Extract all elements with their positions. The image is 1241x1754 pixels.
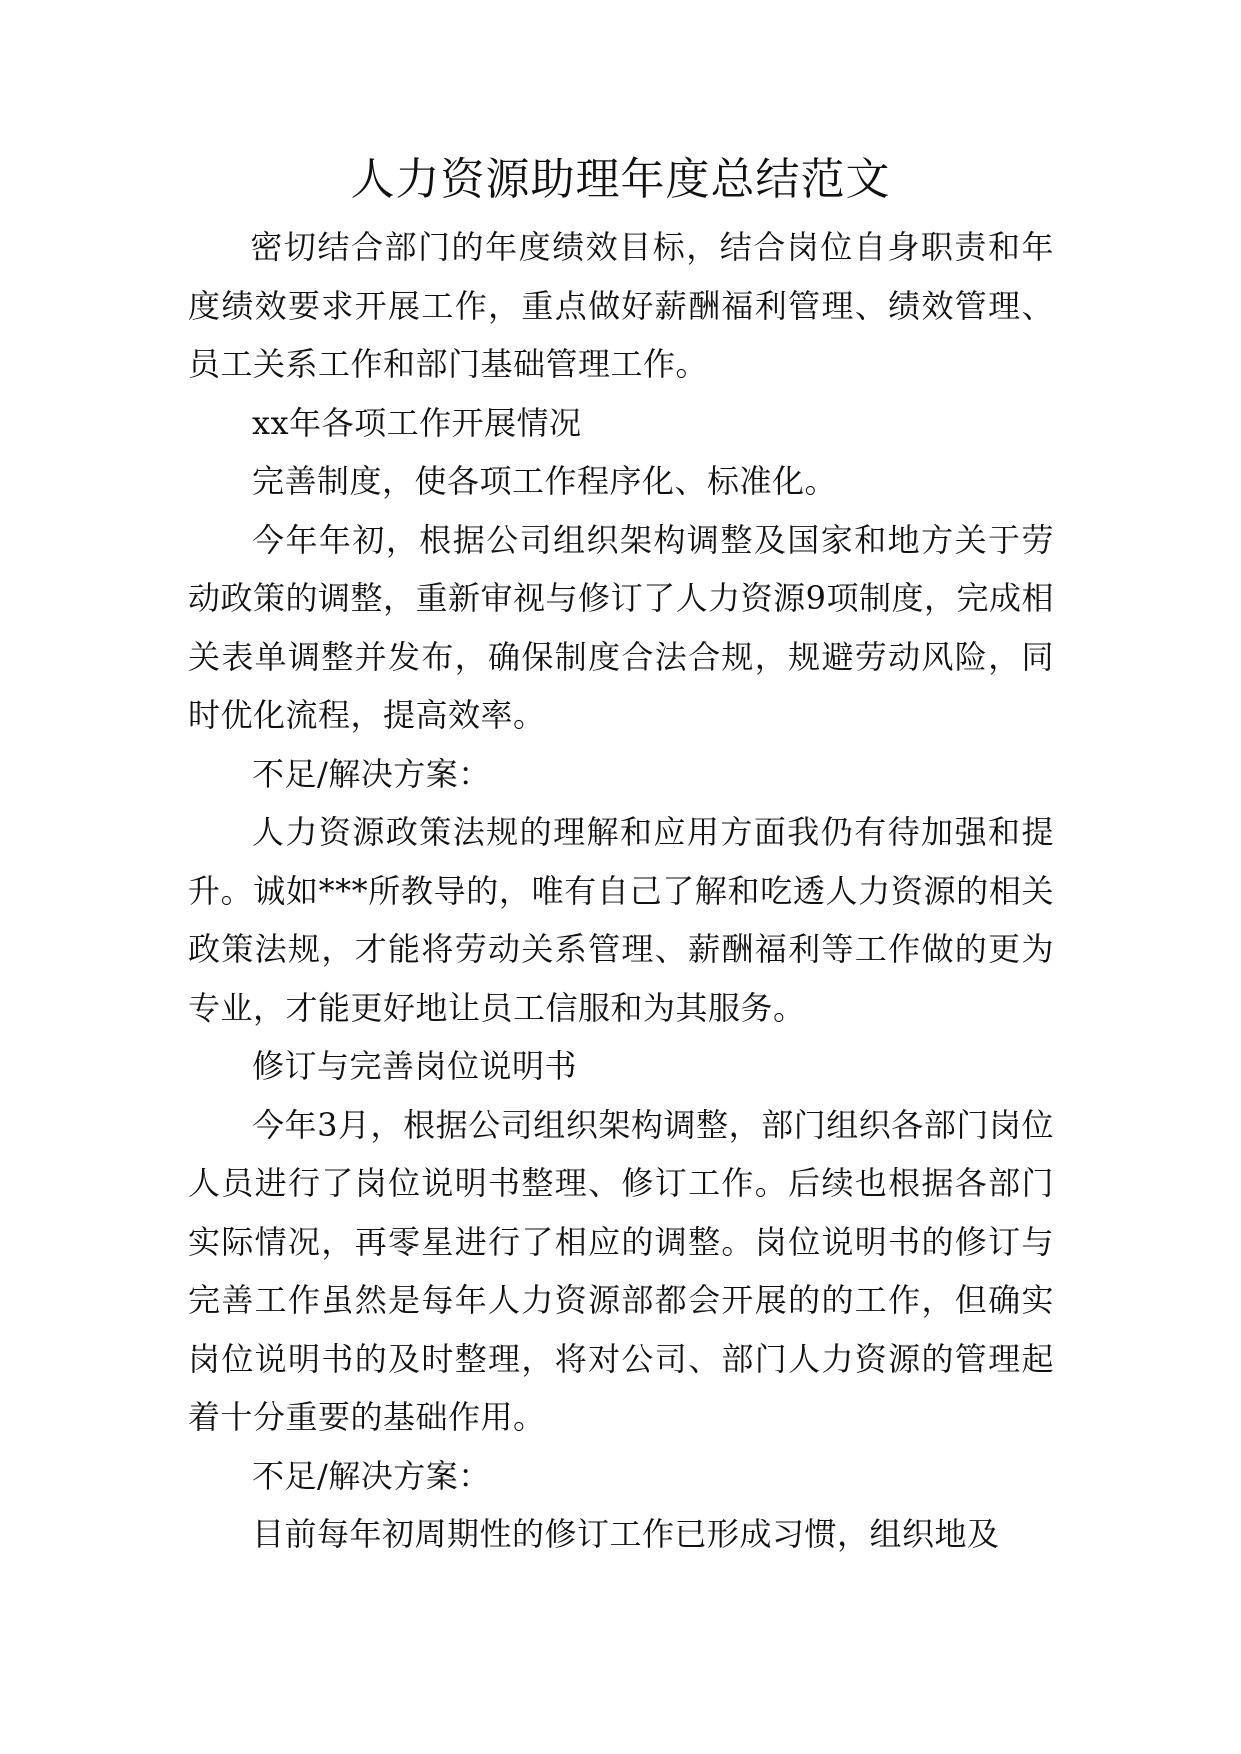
paragraph-current-status: 目前每年初周期性的修订工作已形成习惯，组织地及	[252, 1515, 1000, 1553]
document-body	[188, 218, 1054, 1564]
paragraph-policy-understanding: 人力资源政策法规的理解和应用方面我仍有待加强和提升。诚如***所教导的，唯有自己了解和吃透人力资源的相关政策法规，才能将劳动关系管理、薪酬福利等工作做的更为专业，才能更好地让员工信服和为其服务。	[188, 813, 1054, 1027]
paragraph-intro: 密切结合部门的年度绩效目标，结合岗位自身职责和年度绩效要求开展工作，重点做好薪酬福利管理、绩效管理、员工关系工作和部门基础管理工作。	[188, 228, 1054, 383]
paragraph-shortcoming-heading: 不足/解决方案：	[252, 754, 491, 793]
paragraph-subheading-job-description: 修订与完善岗位说明书	[252, 1047, 578, 1085]
paragraph-section-heading-yearly-work: xx年各项工作开展情况	[252, 403, 582, 442]
paragraph-job-description-revision: 今年3月，根据公司组织架构调整，部门组织各部门岗位人员进行了岗位说明书整理、修订工作。后续也根据各部门实际情况，再零星进行了相应的调整。岗位说明书的修订与完善工作虽然是每年人力资源部都会开展的的工作，但确实岗位说明书的及时整理，将对公司、部门人力资源的管理起着十分重要的基础作用。	[188, 1105, 1054, 1436]
paragraph-shortcoming-heading-2: 不足/解决方案：	[252, 1456, 491, 1495]
document-title: 人力资源助理年度总结范文	[350, 154, 891, 205]
paragraph-system-revision: 今年年初，根据公司组织架构调整及国家和地方关于劳动政策的调整，重新审视与修订了人力资源9项制度，完成相关表单调整并发布，确保制度合法合规，规避劳动风险，同时优化流程，提高效率。	[188, 520, 1054, 734]
paragraph-subheading-improve-system: 完善制度，使各项工作程序化、标准化。	[252, 462, 838, 500]
